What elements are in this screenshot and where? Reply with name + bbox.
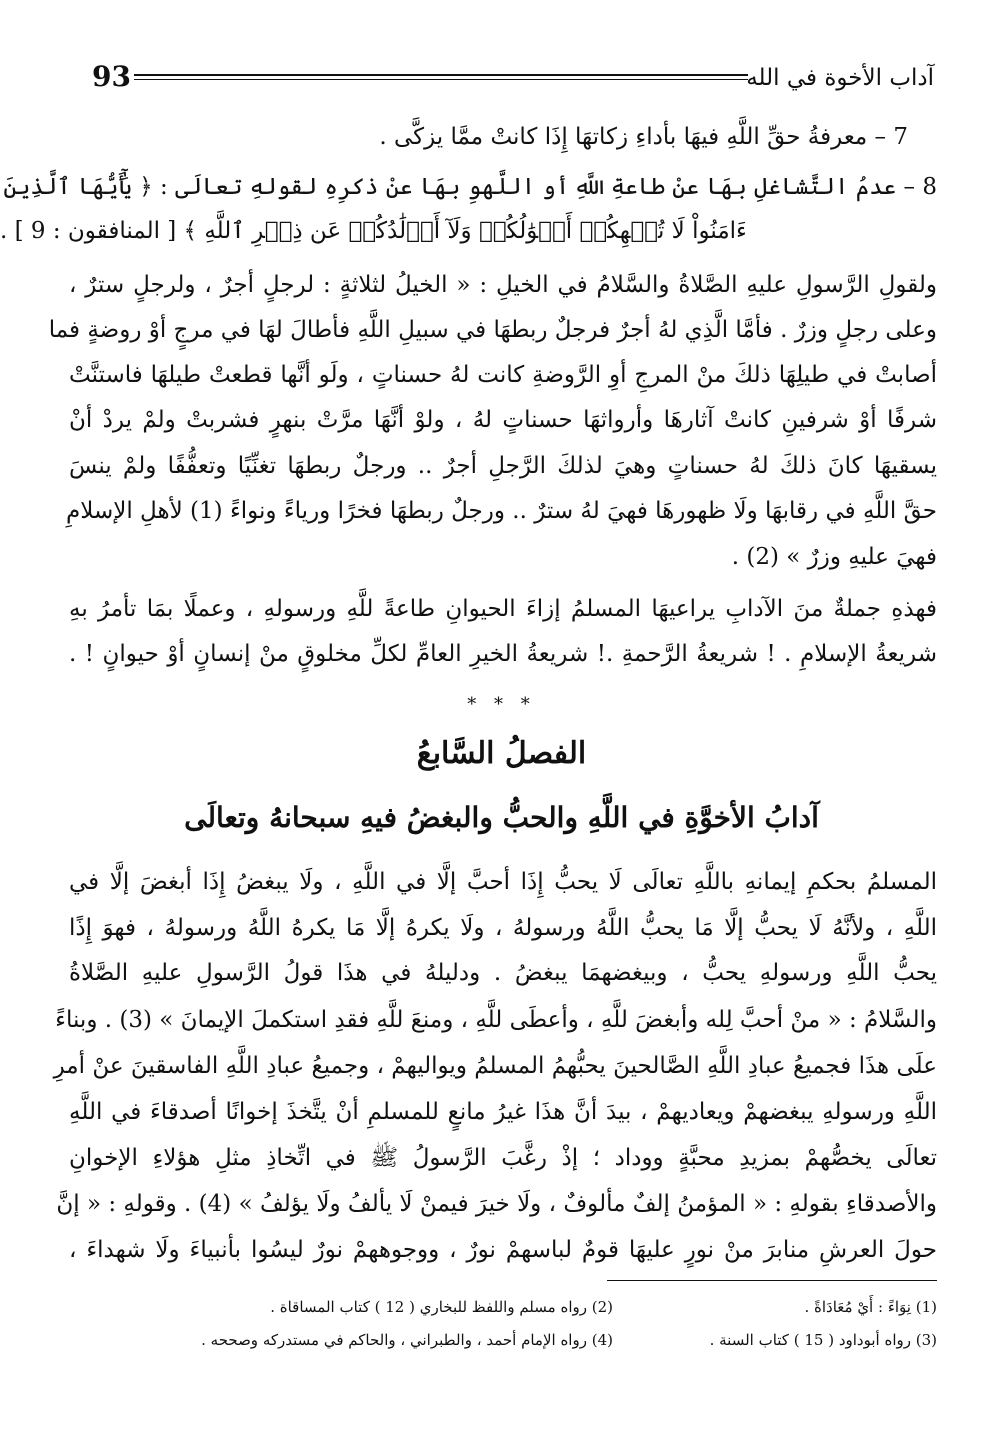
body-line: شريعةُ الإسلامِ . ! شريعةُ الرَّحمةِ .! شريعةُ الخيرِ العامِّ لكلِّ مخلوقٍ منْ إنسانٍ أوْ حيوانٍ ! . xyxy=(69,641,937,667)
chapter-line: علَى هذَا فجميعُ عبادِ اللَّهِ الصَّالحينَ يحبُّهمُ المسلمُ ويواليهمْ ، وجميعُ عبادِ اللَّهِ الفاسقينَ عنْ أمرِ xyxy=(53,1053,937,1079)
chapter-line: تعالَى يخصُّهمْ بمزيدِ محبَّةٍ ووداد ؛ إذْ رغَّبَ الرَّسولُ ﷺ في اتِّخاذِ مثلِ هؤلاءِ الإخوانِ xyxy=(69,1145,937,1171)
header-title: آداب الأخوة في الله xyxy=(746,65,934,91)
body-line: فهذهِ جملةٌ منَ الآدابِ يراعيهَا المسلمُ إزاءَ الحيوانِ طاعةً للَّهِ ورسولهِ ، وعملًا بمَا تأمرُ بهِ xyxy=(69,596,937,622)
running-header xyxy=(92,60,934,100)
body-line: أصابتْ في طيلِهَا ذلكَ منْ المرجِ أوِ الرَّوضةِ كانت لهُ حسناتٍ ، ولَو أنَّها قطعتْ طيلهَا فاستنَّتْ xyxy=(69,362,937,388)
body-line: ءَامَنُواْ لَا تُلۡهِكُمۡ أَمۡوَٰلُكُمۡ وَلَآ أَوۡلَٰدُكُمۡ عَن ذِكۡرِ ٱللَّهِ ﴾ [ المنافقون : 9 ] . xyxy=(0,218,747,244)
chapter-line: يحبُّ اللَّهِ ورسولهِ يحبُّ ، وبيغضهمَا يبغضُ . ودليلهُ في هذَا قولُ الرَّسولِ عليهِ الصَّلاةُ xyxy=(69,960,937,986)
section-separator: * * * xyxy=(467,694,536,715)
chapter-line: والأصدقاءِ بقولهِ : « المؤمنُ إلفٌ مألوفٌ ، ولَا خيرَ فيمنْ لَا يألفُ ولَا يؤلفُ » (4) . وقولهِ : « إنَّ xyxy=(56,1191,937,1217)
footnote-4: (4) رواه الإمام أحمد ، والطبراني ، والحاكم في مستدركه وصححه . xyxy=(201,1331,613,1349)
chapter-title: الفصلُ السَّابعُ xyxy=(416,736,587,771)
chapter-line: اللَّهِ ، ولأنَّهُ لَا يحبُّ إلَّا مَا يحبُّ اللَّهُ ورسولهُ ، ولَا يكرهُ إلَّا مَا يكرهُ اللَّهُ ورسولهُ ، فهوَ إِذًا xyxy=(69,915,937,941)
page-number: 93 xyxy=(92,60,131,93)
chapter-subtitle: آدابُ الأخوَّةِ في اللَّهِ والحبُّ والبغضُ فيهِ سبحانهُ وتعالَى xyxy=(184,801,819,834)
chapter-line: والسَّلامُ : « منْ أحبَّ لِله وأبغضَ للَّهِ ، وأعطَى للَّهِ ، ومنعَ للَّهِ فقدِ استكملَ الإيمانَ » (3) . وبناءً xyxy=(55,1007,937,1033)
chapter-line: المسلمُ بحكمِ إيمانهِ باللَّهِ تعالَى لَا يحبُّ إِذَا أحبَّ إلَّا في اللَّهِ ، ولَا يبغضُ إِذَا أبغضَ إلَّا في xyxy=(69,869,937,895)
body-line: فهيَ عليهِ وزرٌ » (2) . xyxy=(731,544,937,570)
footnote-1: (1) نِوَاءً : أَيْ مُعَادَاةً . xyxy=(804,1298,937,1316)
footnote-3: (3) رواه أبوداود ( 15 ) كتاب السنة . xyxy=(709,1331,937,1349)
header-rule-thin xyxy=(134,79,748,80)
footnote-2: (2) رواه مسلم واللفظ للبخاري ( 12 ) كتاب المساقاة . xyxy=(270,1298,613,1316)
body-line: ولقولِ الرَّسولِ عليهِ الصَّلاةُ والسَّلامُ في الخيلِ : « الخيلُ لثلاثةٍ : لرجلٍ أجرٌ ، ولرجلٍ سترٌ ، xyxy=(69,272,937,298)
header-rule xyxy=(134,74,748,76)
body-line: وعلى رجلٍ وزرٌ . فأمَّا الَّذِي لهُ أجرٌ فرجلٌ ربطهَا في سبيلِ اللَّهِ فأطالَ لهَا في مرجٍ أوْ روضةٍ فما xyxy=(48,317,937,343)
body-line: 7 – معرفةُ حقِّ اللَّهِ فيهَا بأداءِ زكاتهَا إِذَا كانتْ ممَّا يزكَّى . xyxy=(379,124,908,150)
body-line: يسقيهَا كانَ ذلكَ لهُ حسناتٍ وهيَ لذلكَ الرَّجلِ أجرٌ .. ورجلٌ ربطهَا تغنِّيًا وتعفُّفًا ولمْ ينسَ xyxy=(69,453,937,479)
body-line: شرفًا أوْ شرفينِ كانتْ آثارهَا وأرواثهَا حسناتٍ لهُ ، ولوْ أنَّهَا مرَّتْ بنهرٍ فشربتْ ولمْ يردْ أنْ xyxy=(69,407,937,433)
chapter-line: اللَّهِ ورسولهِ يبغضهمْ ويعاديهمْ ، بيدَ أنَّ هذَا غيرُ مانعٍ للمسلمِ أنْ يتَّخذَ إخوانًا أصدقاءَ في اللَّهِ xyxy=(69,1099,937,1125)
chapter-line: حولَ العرشِ منابرَ منْ نورٍ عليهَا قومٌ لباسهمْ نورٌ ، ووجوههمْ نورٌ ليسُوا بأنبياءَ ولَا شهداءَ ، xyxy=(69,1237,937,1263)
footnote-rule xyxy=(607,1280,937,1281)
body-line: 8 – عدمُ التَّشاغلِ بهَا عنْ طاعةِ اللَّهِ أو اللَّهوِ بهَا عنْ ذكرِهِ لقولهِ تعالَى : ﴿ يَٰٓأَيُّهَا ٱلَّذِينَ xyxy=(3,174,937,200)
body-line: حقَّ اللَّهِ في رقابهَا ولَا ظهورهَا فهيَ لهُ سترٌ .. ورجلٌ ربطهَا فخرًا ورياءً ونواءً (1) لأهلِ الإسلامِ xyxy=(66,498,937,524)
